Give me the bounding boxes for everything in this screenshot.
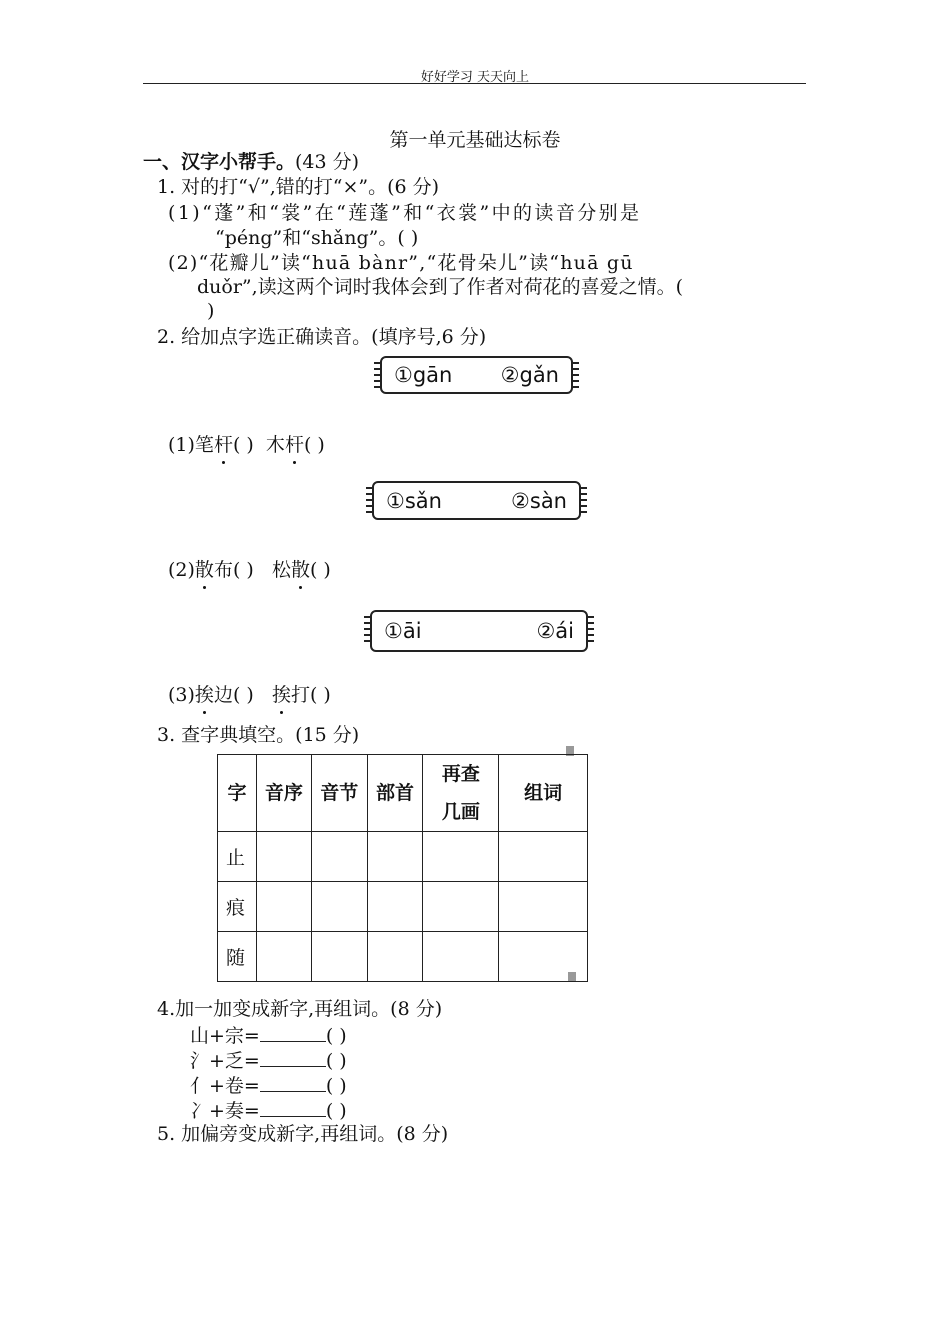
- answer-cell[interactable]: [423, 882, 499, 932]
- char-cell: 痕: [218, 882, 257, 932]
- sub-number: (3): [168, 684, 195, 706]
- answer-paren: ( ): [325, 1050, 347, 1072]
- word-char: 打: [290, 684, 310, 706]
- char-cell: 随: [218, 932, 257, 982]
- header-text: 几画: [441, 801, 480, 823]
- sub-number: (2): [168, 559, 195, 581]
- q1-item2-line3: ): [207, 300, 215, 322]
- q2-sub2: [168, 557, 331, 583]
- pinyin-option: ①sǎn: [386, 488, 442, 513]
- answer-paren: ( ): [232, 559, 254, 581]
- word-char: 布: [213, 559, 233, 581]
- answer-paren: ( ): [303, 434, 325, 456]
- table-header-row: [218, 755, 588, 832]
- answer-paren: ( ): [325, 1100, 347, 1122]
- dotted-char: 散: [194, 559, 214, 581]
- answer-cell[interactable]: [311, 832, 367, 882]
- answer-cell[interactable]: [256, 932, 311, 982]
- answer-cell[interactable]: [499, 932, 588, 982]
- header-cell: 音节: [311, 755, 367, 832]
- answer-cell[interactable]: [311, 882, 367, 932]
- word-char: 松: [271, 559, 291, 581]
- q4-item: [190, 1071, 347, 1099]
- q1-item2-line2: duǒr”,读这两个词时我体会到了作者对荷花的喜爱之情。(: [197, 276, 684, 298]
- pinyin-options-box-2: [372, 481, 581, 520]
- q4-stem: 4.加一加变成新字,再组词。(8 分): [157, 998, 443, 1020]
- dotted-char: 杆: [213, 434, 233, 456]
- answer-cell[interactable]: [367, 882, 423, 932]
- q4-equation: 氵+乏=: [190, 1050, 260, 1072]
- sub-number: (1): [168, 434, 195, 456]
- q5-stem: 5. 加偏旁变成新字,再组词。(8 分): [157, 1123, 449, 1145]
- header-cell: 组词: [499, 755, 588, 832]
- section-1-title: 一、汉字小帮手。: [143, 151, 296, 173]
- header-text: 再查: [441, 763, 480, 785]
- section-1-score: (43 分): [295, 151, 360, 173]
- answer-paren: ( ): [232, 434, 254, 456]
- answer-paren: ( ): [309, 684, 331, 706]
- header-rule: [143, 83, 806, 84]
- q3-stem: 3. 查字典填空。(15 分): [157, 724, 360, 746]
- pinyin-option: ②sàn: [511, 488, 567, 513]
- word-char: 木: [265, 434, 285, 456]
- q4-item: [190, 1096, 347, 1124]
- q1-item1-line2: “péng”和“shǎng”。( ): [215, 227, 419, 249]
- q2-sub3: [168, 682, 331, 708]
- q2-stem: 2. 给加点字选正确读音。(填序号,6 分): [157, 326, 487, 348]
- answer-cell[interactable]: [311, 932, 367, 982]
- q4-equation: 冫+奏=: [190, 1100, 260, 1122]
- answer-paren: ( ): [325, 1075, 347, 1097]
- header-cell: [423, 755, 499, 832]
- dictionary-table: [217, 754, 588, 982]
- table-row: [218, 882, 588, 932]
- q2-sub1: [168, 432, 325, 458]
- pinyin-options-box-3: [370, 610, 588, 652]
- dotted-char: 挨: [194, 684, 214, 706]
- answer-paren: ( ): [232, 684, 254, 706]
- pinyin-option: ①āi: [384, 619, 422, 643]
- table-row: [218, 932, 588, 982]
- table-row: [218, 832, 588, 882]
- dotted-char: 挨: [271, 684, 291, 706]
- char-cell: 止: [218, 832, 257, 882]
- pinyin-option: ②gǎn: [500, 363, 559, 387]
- q1-item2-line1: (2)“花瓣儿”读“huā bànr”,“花骨朵儿”读“huā gū: [168, 252, 634, 274]
- answer-cell[interactable]: [367, 932, 423, 982]
- answer-cell[interactable]: [423, 832, 499, 882]
- header-cell: 部首: [367, 755, 423, 832]
- answer-paren: ( ): [309, 559, 331, 581]
- dotted-char: 杆: [284, 434, 304, 456]
- answer-cell[interactable]: [256, 882, 311, 932]
- answer-cell[interactable]: [256, 832, 311, 882]
- pinyin-option: ②ái: [536, 619, 574, 643]
- answer-blank[interactable]: [260, 1071, 326, 1092]
- pinyin-options-box-1: [380, 356, 573, 394]
- header-cell: 字: [218, 755, 257, 832]
- dotted-char: 散: [290, 559, 310, 581]
- answer-blank[interactable]: [260, 1046, 326, 1067]
- q1-stem: 1. 对的打“√”,错的打“×”。(6 分): [157, 176, 440, 198]
- header-cell: 音序: [256, 755, 311, 832]
- section-1-heading: [143, 149, 359, 175]
- answer-blank[interactable]: [260, 1021, 326, 1042]
- pinyin-option: ①gān: [394, 363, 453, 387]
- exam-title: 第一单元基础达标卷: [389, 129, 561, 151]
- q1-item1-line1: (1)“蓬”和“裳”在“莲蓬”和“衣裳”中的读音分别是: [168, 202, 642, 224]
- answer-cell[interactable]: [367, 832, 423, 882]
- word-char: 笔: [194, 434, 214, 456]
- answer-cell[interactable]: [499, 882, 588, 932]
- q4-item: [190, 1021, 347, 1049]
- page-header-motto: 好好学习 天天向上: [420, 70, 530, 85]
- answer-paren: ( ): [325, 1025, 347, 1047]
- answer-cell[interactable]: [423, 932, 499, 982]
- answer-cell[interactable]: [499, 832, 588, 882]
- word-char: 边: [213, 684, 233, 706]
- q4-equation: 亻+卷=: [190, 1075, 260, 1097]
- answer-blank[interactable]: [260, 1096, 326, 1117]
- q4-item: [190, 1046, 347, 1074]
- q4-equation: 山+宗=: [190, 1025, 260, 1047]
